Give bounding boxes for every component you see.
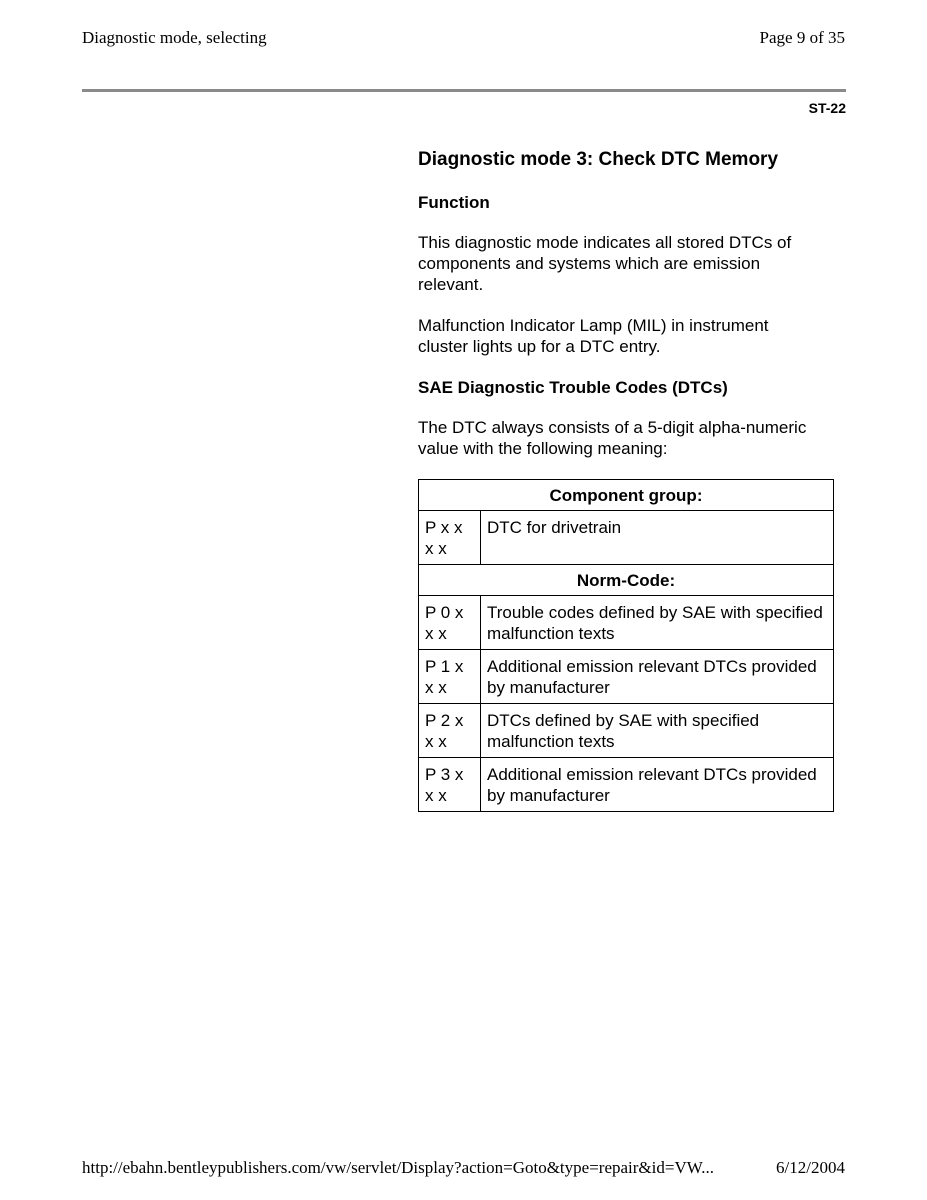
dtc-code: P 3 x x x [419,758,481,812]
function-heading: Function [418,193,490,212]
function-paragraph-1: This diagnostic mode indicates all stored DTCs of components and systems which are emission relevant. [418,233,792,294]
function-paragraph-2: Malfunction Indicator Lamp (MIL) in instrument cluster lights up for a DTC entry. [418,316,769,356]
page-header-title: Diagnostic mode, selecting [82,28,267,47]
norm-code-header: Norm-Code: [419,565,834,596]
dtc-description: Additional emission relevant DTCs provided by manufacturer [481,758,834,812]
page-number: Page 9 of 35 [759,28,845,47]
table-row [419,704,834,758]
main-content [418,148,838,812]
table-row [419,758,834,812]
section-heading: Diagnostic mode 3: Check DTC Memory [418,149,779,170]
dtc-code: P 2 x x x [419,704,481,758]
dtc-description: DTCs defined by SAE with specified malfunction texts [481,704,834,758]
dtc-code: P 0 x x x [419,596,481,650]
footer-date: 6/12/2004 [776,1158,845,1177]
dtc-table [418,479,834,812]
table-row [419,650,834,704]
dtc-code: P 1 x x x [419,650,481,704]
norm-code-header-row [419,565,834,596]
dtc-description: Additional emission relevant DTCs provided by manufacturer [481,650,834,704]
header-divider [82,89,846,92]
table-row [419,596,834,650]
sae-heading: SAE Diagnostic Trouble Codes (DTCs) [418,378,728,397]
table-row [419,511,834,565]
footer-url: http://ebahn.bentleypublishers.com/vw/servlet/Display?action=Goto&type=repair&id=VW... [82,1158,714,1177]
sae-paragraph: The DTC always consists of a 5-digit alpha-numeric value with the following meaning: [418,418,807,458]
dtc-description: Trouble codes defined by SAE with specified malfunction texts [481,596,834,650]
document-code: ST-22 [808,100,846,116]
component-group-header: Component group: [419,480,834,511]
component-group-header-row [419,480,834,511]
dtc-code: P x x x x [419,511,481,565]
dtc-description: DTC for drivetrain [481,511,834,565]
